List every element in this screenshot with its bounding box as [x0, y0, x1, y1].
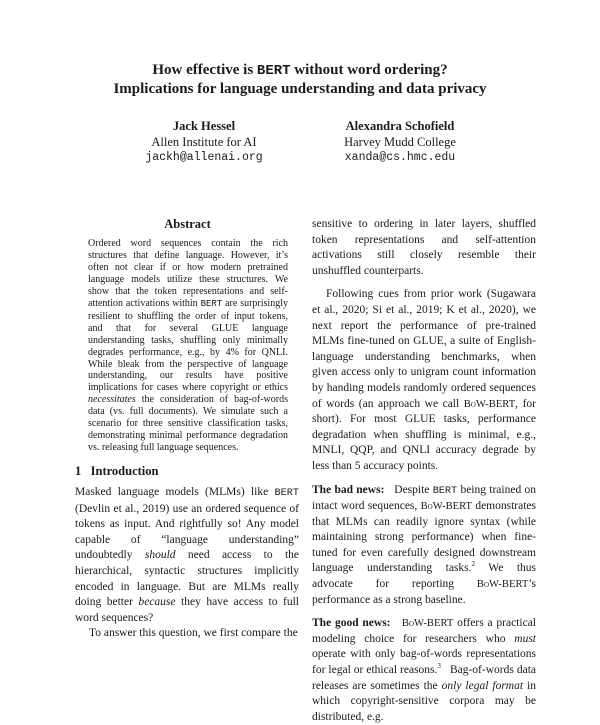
author-email: jackh@allenai.org [145, 151, 263, 164]
introduction-body [75, 485, 299, 642]
bert-code: BERT [256, 63, 291, 79]
paragraph: To answer this question, we first compare the [89, 627, 298, 640]
author-block [280, 119, 520, 166]
title-line-2: Implications for language understanding and data privacy [113, 81, 487, 97]
author-name: Jack Hessel [172, 119, 236, 133]
section-heading-introduction: 1 Introduction [75, 464, 159, 478]
paragraph: Masked language models (MLMs) like BERT (Devlin et al., 2019) use an ordered sequence of tokens as input. And rightfully so! Any model capable of “language understanding” undoubtedly should need access to the hierarchical, syntactic structures implicitly encoded in language. But are MLMs really doing better because they have access to full word sequences? [75, 486, 300, 624]
paragraph-bad-news: The bad news: Despite BERT being trained on intact word sequences, BoW-BERT demonstrates that MLMs can readily ignore syntax (while maintaining strong performance) when fine-tuned for even carefully designed downstream language understanding tasks.$^2$ We thus advocate for reporting BoW-BERT’s performance as a strong baseline. [312, 483, 539, 606]
author-affiliation: Allen Institute for AI [151, 134, 257, 149]
paper-title [0, 61, 600, 98]
title-line-1: How effective is BERT without word ordering? [152, 62, 448, 79]
paragraph: sensitive to ordering in later layers, shuffled token representations and self-attention activations still closely resemble their unshuffled counterparts. [312, 218, 536, 277]
paragraph: Following cues from prior work (Sugawara et al., 2020; Si et al., 2019; K et al., 2020), we next report the performance of pre-trained MLMs fine-tuned on GLUE, a suite of English-language understanding benchmarks, when given access only to unigram count information by handing models randomly ordered sequences of words (an approach we call BoW-BERT, for short). For most GLUE tasks, performance degradation when shuffling is minimal, e.g., MNLI, QQP, and QNLI accuracy degrade by less than 5 accuracy points. [312, 288, 536, 472]
paragraph-good-news: The good news: BoW-BERT offers a practical modeling choice for researchers who must operate with only bag-of-words representations for legal or ethical reasons.$^3$ Bag-of-words data releases are sometimes the only legal format in which copyright-sensitive corpora may be distributed, e.g. [312, 617, 539, 723]
abstract-heading: Abstract [164, 217, 211, 231]
author-affiliation: Harvey Mudd College [344, 134, 456, 149]
abstract-body: Ordered word sequences contain the rich structures that define language. However, it’s often not clear if or how modern pretrained language models utilize these structures. We show that the token representations and self-attention activations within BERT are surprisingly resilient to shuffling the order of input tokens, and that for several GLUE language understanding tasks, shuffling only minimally degrades performance, e.g., by 4% for QNLI. While bleak from the perspective of language understanding, our results have positive implications for cases where copyright or ethics necessitates the consideration of bag-of-words data (vs. full documents). We simulate such a scenario for three sensitive classification tasks, demonstrating minimal performance degradation vs. releasing full language sequences. [88, 238, 288, 454]
right-column [312, 217, 539, 725]
author-email: xanda@cs.hmc.edu [344, 151, 456, 164]
author-name: Alexandra Schofield [345, 119, 455, 133]
